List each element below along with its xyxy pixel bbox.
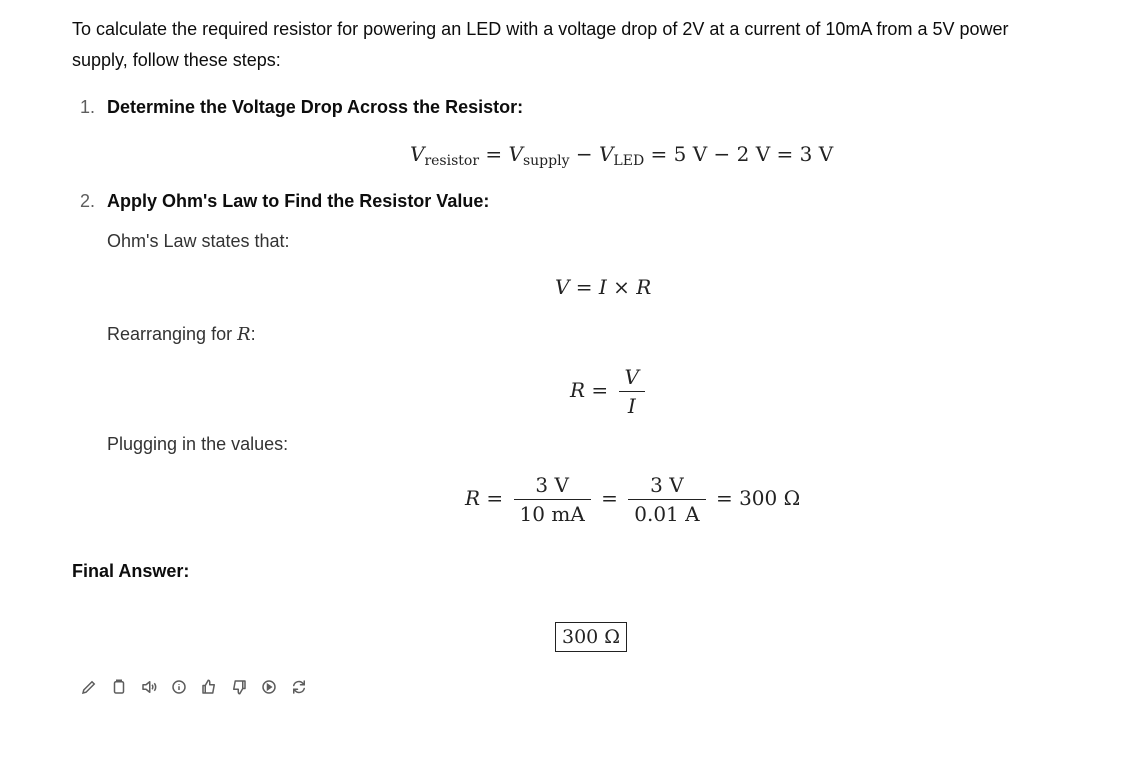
plug-text: Plugging in the values: <box>107 434 289 454</box>
play-icon[interactable] <box>258 676 280 698</box>
final-answer-box: 300 Ω <box>555 622 627 652</box>
step-title-1: Determine the Voltage Drop Across the Resistor: <box>107 97 524 117</box>
r-equals-v-over-i: R = $\frac{V}{I}$ <box>570 365 649 418</box>
intro-paragraph: To calculate the required resistor for powering an LED with a voltage drop of 2V at a current of 10mA from a 5V power supply, follow these steps: <box>72 19 1009 70</box>
thumbs-up-icon[interactable] <box>198 676 220 698</box>
read-aloud-icon[interactable] <box>138 676 160 698</box>
info-icon[interactable] <box>168 676 190 698</box>
ohm-law-equation: V = I × R <box>555 275 652 299</box>
step-number-1: 1. <box>80 97 96 117</box>
rearrange-text: Rearranging for R: <box>107 324 256 345</box>
copy-icon[interactable] <box>108 676 130 698</box>
ohm-intro-text: Ohm's Law states that: <box>107 231 290 251</box>
thumbs-down-icon[interactable] <box>228 676 250 698</box>
regenerate-icon[interactable] <box>288 676 310 698</box>
voltage-equation: $V_{resistor} = V_{supply} - V_{LED} = 5$ V − 2 V = 3 V <box>410 142 834 169</box>
final-answer-label: Final Answer: <box>72 561 190 581</box>
step-title-2: Apply Ohm's Law to Find the Resistor Value: <box>107 191 490 211</box>
step-number-2: 2. <box>80 191 96 211</box>
plug-equation: R = $\frac{3 V}{10 mA}$ = $\frac{3 V}{0.01 A}$ = 300 Ω <box>465 473 801 526</box>
message-toolbar <box>78 676 310 698</box>
edit-icon[interactable] <box>78 676 100 698</box>
